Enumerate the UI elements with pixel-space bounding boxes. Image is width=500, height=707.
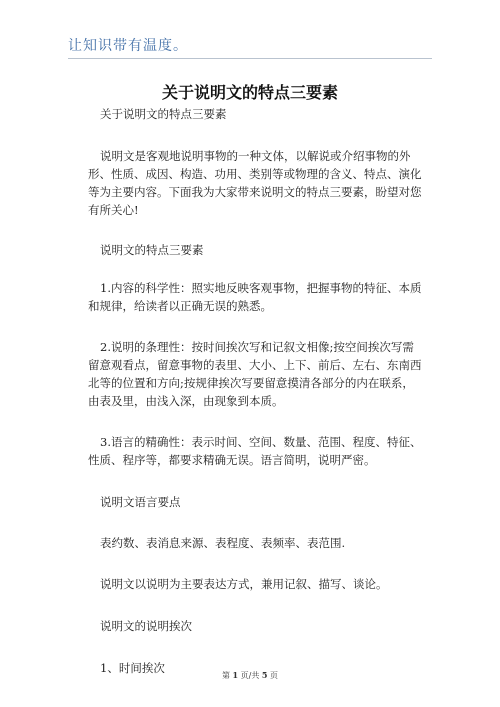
section-heading-language: 说明文语言要点	[100, 495, 181, 509]
paragraph-spacer	[88, 259, 422, 279]
language-points-paragraph: 表约数、表消息来源、表程度、表频率、表范围.	[100, 536, 346, 550]
section-heading-features: 说明文的特点三要素	[100, 243, 204, 257]
paragraph-spacer	[88, 219, 422, 241]
paragraph-spacer	[88, 315, 422, 338]
feature-paragraph-science: 1.内容的科学性：照实地反映客观事物，把握事物的特征、本质和规律，给读者以正确无误的熟悉。	[88, 281, 422, 313]
paragraph-spacer	[88, 469, 422, 493]
footer-page-total: 5	[261, 670, 268, 680]
paragraph-spacer	[88, 511, 422, 534]
header-slogan: 让知识带有温度。	[68, 38, 188, 54]
feature-paragraph-order: 2.说明的条理性：按时间挨次写和记叙文相像;按空间挨次写需留意观看点，留意事物的表里、大小、上下、前后、左右、东南西北等的位置和方向;按规律挨次写要留意摸清各部分的内在联系，由表及里，由浅入深，由现象到本质。	[88, 340, 422, 408]
footer-page-suffix: 页	[270, 671, 279, 680]
document-body	[88, 105, 422, 677]
paragraph-spacer	[88, 123, 422, 147]
page-footer	[0, 670, 500, 681]
subtitle-paragraph: 关于说明文的特点三要素	[100, 107, 227, 121]
page-header	[0, 0, 500, 62]
footer-page-number: 1	[232, 670, 239, 680]
paragraph-spacer	[88, 593, 422, 617]
paragraph-spacer	[88, 552, 422, 575]
section-heading-order: 说明文的说明挨次	[100, 619, 192, 633]
intro-paragraph: 说明文是客观地说明事物的一种文体，以解说或介绍事物的外形、性质、成因、构造、功用、类别等或物理的含义、特点、演化等为主要内容。下面我为大家带来说明文的特点三要素，盼望对您有所关心!	[88, 149, 422, 217]
footer-page-middle: 页/共	[240, 671, 260, 680]
order-item-time: 1、时间挨次	[100, 661, 165, 675]
header-divider	[68, 58, 432, 59]
footer-page-prefix: 第	[221, 671, 230, 680]
expression-paragraph: 说明文以说明为主要表达方式，兼用记叙、描写、谈论。	[100, 577, 388, 591]
document-title: 关于说明文的特点三要素	[161, 83, 338, 102]
paragraph-spacer	[88, 410, 422, 433]
paragraph-spacer	[88, 635, 422, 659]
feature-paragraph-precision: 3.语言的精确性：表示时间、空间、数量、范围、程度、特征、性质、程序等，都要求精确无误。语言简明，说明严密。	[88, 435, 422, 467]
